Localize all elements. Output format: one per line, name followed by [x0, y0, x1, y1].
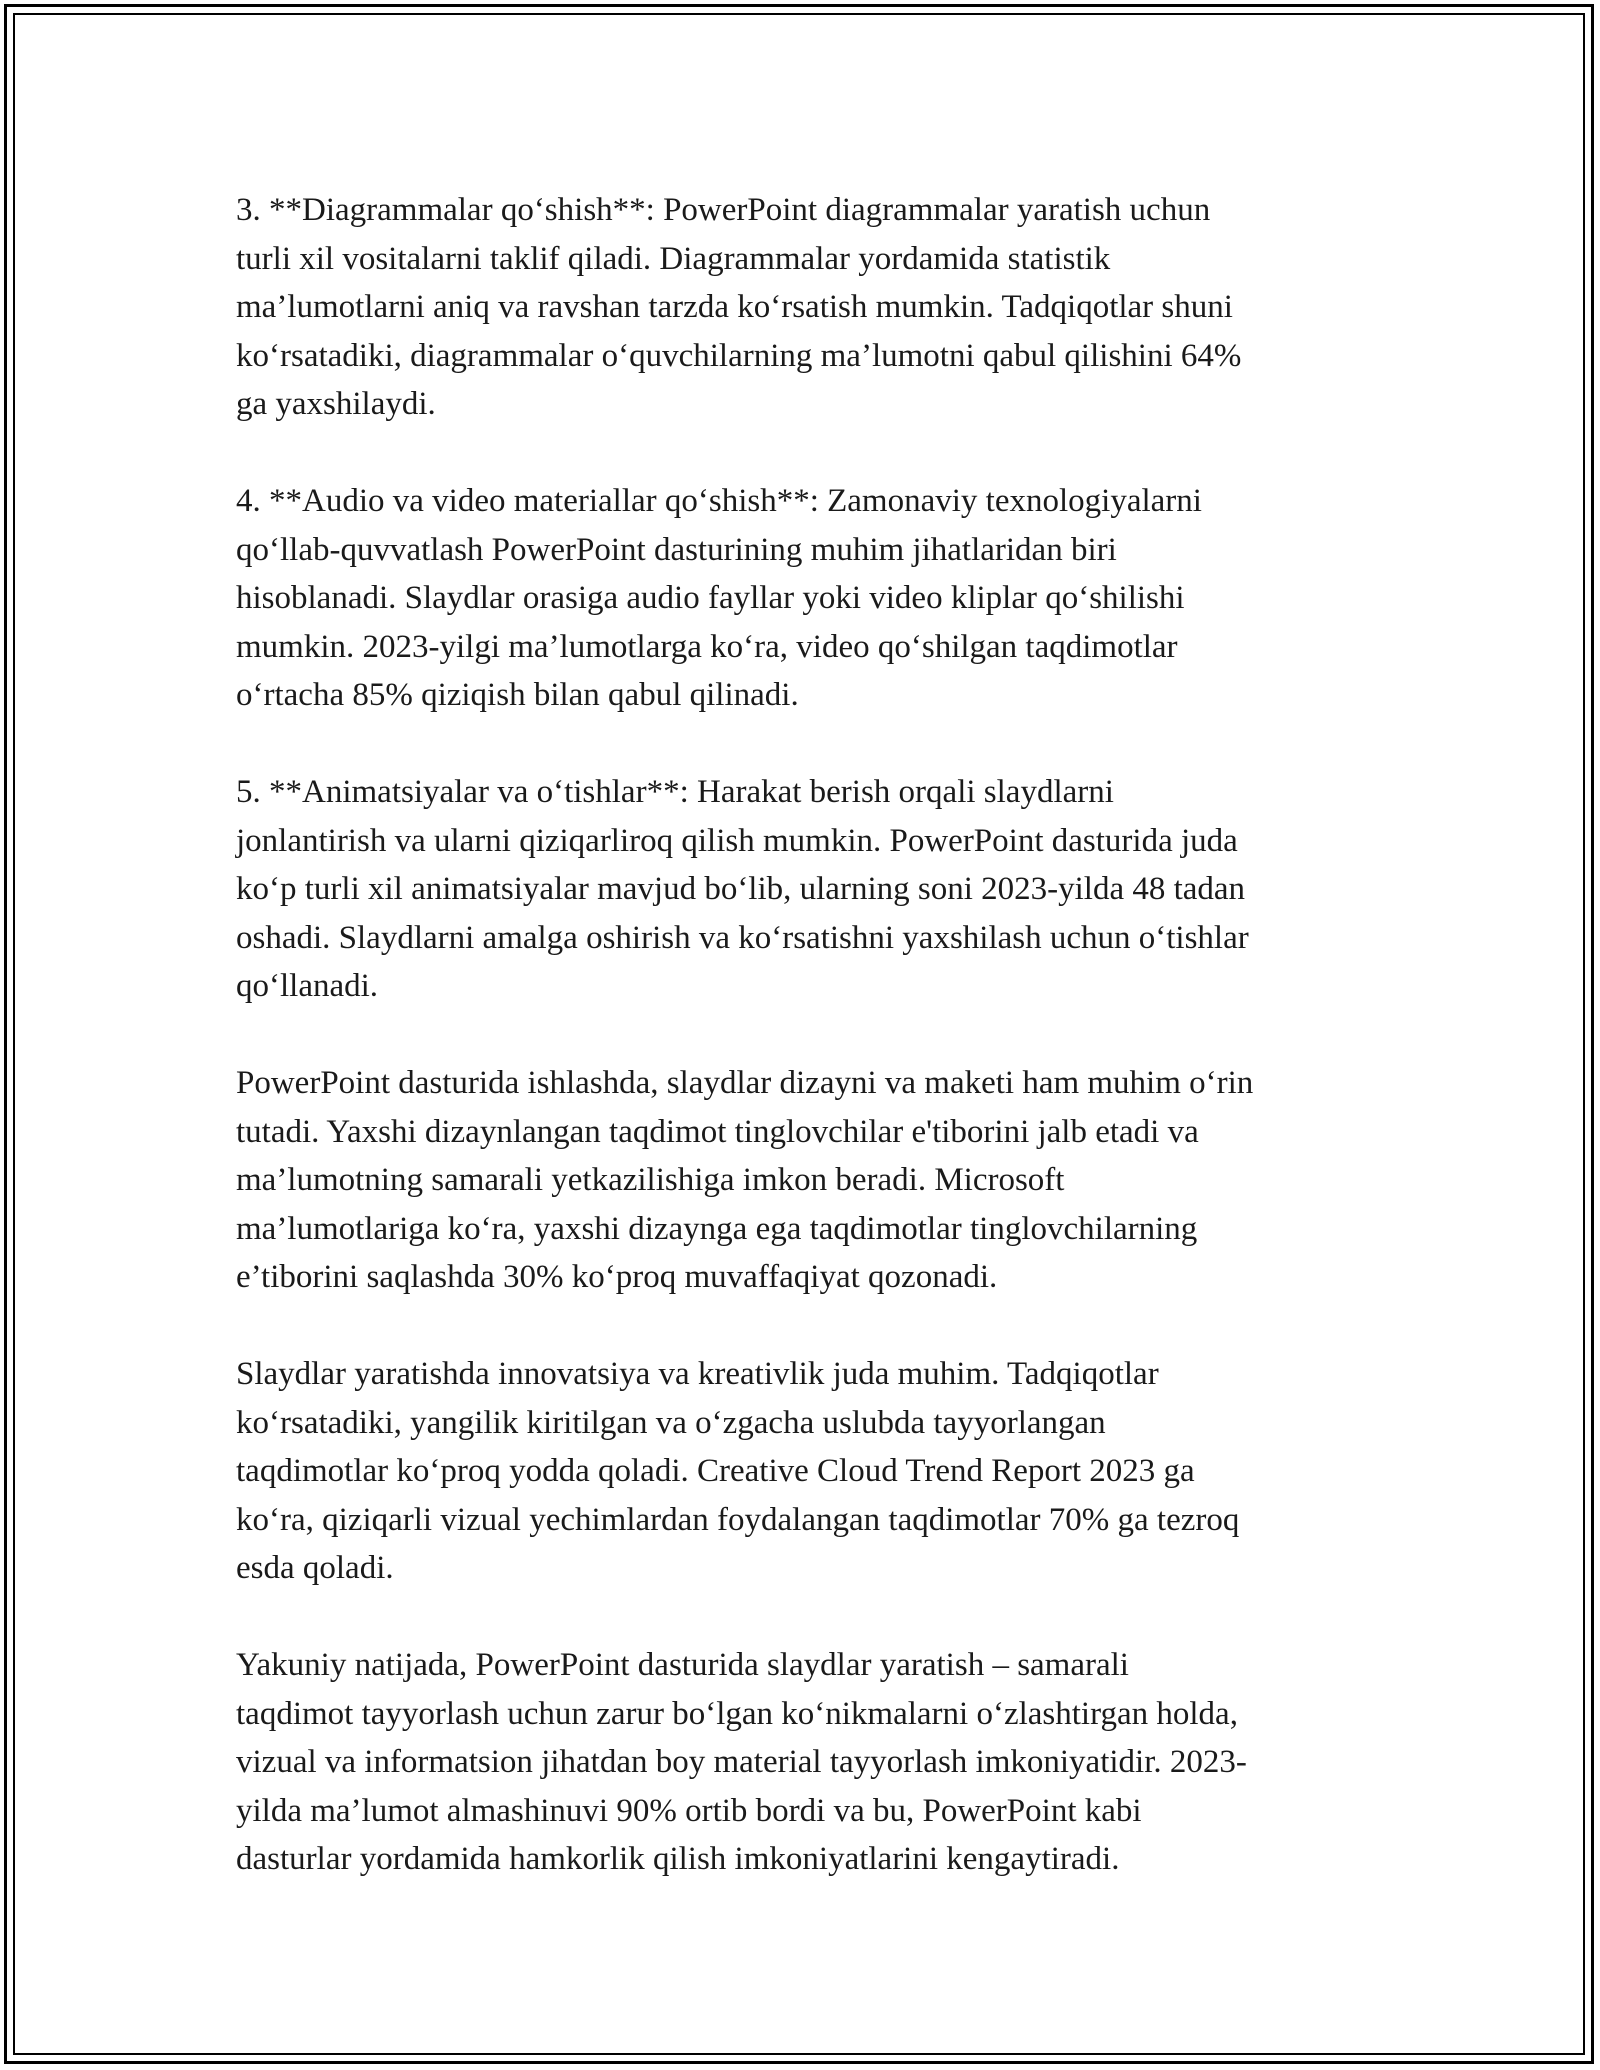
paragraph-conclusion: Yakuniy natijada, PowerPoint dasturida slaydlar yaratish – samarali taqdimot tayyorlash uchun zarur bo‘lgan ko‘nikmalarni o‘zlashtirgan holda, vizual va informatsion jihatdan boy material tayyorlash imkoniyatidir. 2023- yilda ma’lumot almashinuvi 90% ortib bordi va bu, PowerPoint kabi dasturlar yordamida hamkorlik qilish imkoniyatlarini kengaytiradi.	[236, 1647, 1247, 1877]
paragraph-audio-video: 4. **Audio va video materiallar qo‘shish**: Zamonaviy texnologiyalarni qo‘llab-quvvatlash PowerPoint dasturining muhim jihatlaridan biri hisoblanadi. Slaydlar orasiga audio fayllar yoki video kliplar qo‘shilishi mumkin. 2023-yilgi ma’lumotlarga ko‘ra, video qo‘shilgan taqdimotlar o‘rtacha 85% qiziqish bilan qabul qilinadi.	[236, 483, 1202, 713]
paragraph-animations: 5. **Animatsiyalar va o‘tishlar**: Harakat berish orqali slaydlarni jonlantirish va ularni qiziqarliroq qilish mumkin. PowerPoint dasturida juda ko‘p turli xil animatsiyalar mavjud bo‘lib, ularning soni 2023-yilda 48 tadan oshadi. Slaydlarni amalga oshirish va ko‘rsatishni yaxshilash uchun o‘tishlar qo‘llanadi.	[236, 774, 1249, 1004]
paragraph-innovation: Slaydlar yaratishda innovatsiya va kreativlik juda muhim. Tadqiqotlar ko‘rsatadiki, yangilik kiritilgan va o‘zgacha uslubda tayyorlangan taqdimotlar ko‘proq yodda qoladi. Creative Cloud Trend Report 2023 ga ko‘ra, qiziqarli vizual yechimlardan foydalangan taqdimotlar 70% ga tezroq esda qoladi.	[236, 1356, 1240, 1586]
document-body	[236, 186, 1376, 1884]
paragraph-diagrams: 3. **Diagrammalar qo‘shish**: PowerPoint diagrammalar yaratish uchun turli xil vositalarni taklif qiladi. Diagrammalar yordamida statistik ma’lumotlarni aniq va ravshan tarzda ko‘rsatish mumkin. Tadqiqotlar shuni ko‘rsatadiki, diagrammalar o‘quvchilarning ma’lumotni qabul qilishini 64% ga yaxshilaydi.	[236, 192, 1242, 422]
paragraph-design: PowerPoint dasturida ishlashda, slaydlar dizayni va maketi ham muhim o‘rin tutadi. Yaxshi dizaynlangan taqdimot tinglovchilar e'tiborini jalb etadi va ma’lumotning samarali yetkazilishiga imkon beradi. Microsoft ma’lumotlariga ko‘ra, yaxshi dizaynga ega taqdimotlar tinglovchilarning e’tiborini saqlashda 30% ko‘proq muvaffaqiyat qozonadi.	[236, 1065, 1254, 1295]
